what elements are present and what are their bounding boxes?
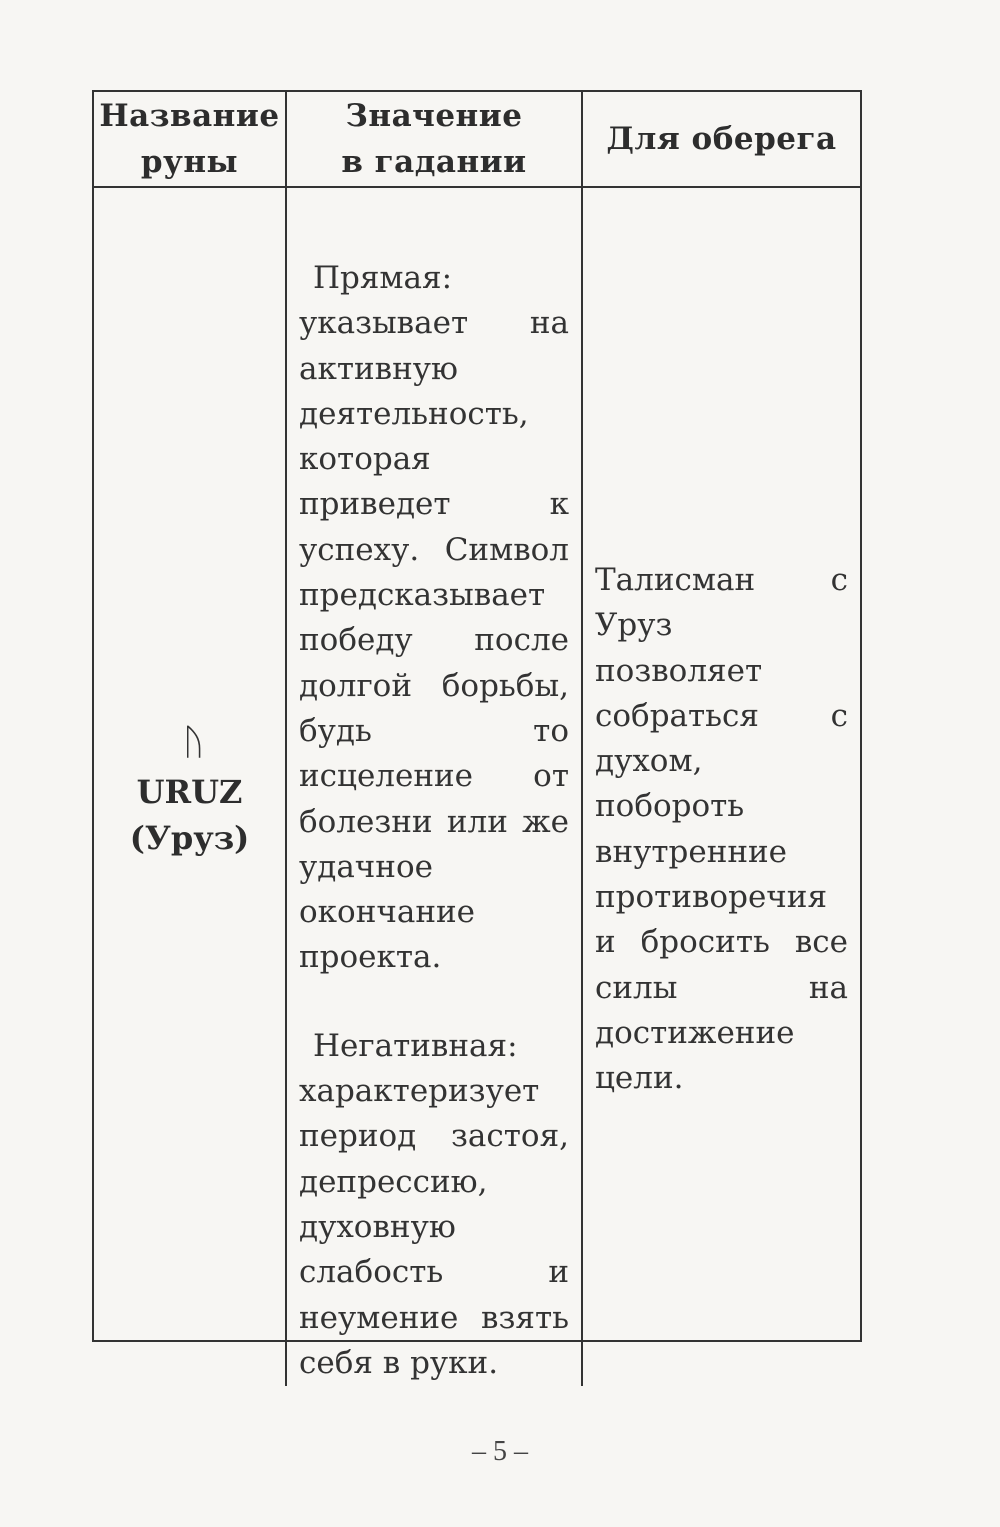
header-rune-name — [94, 92, 287, 188]
rune-russian-name: (Уруз) — [129, 819, 250, 858]
upright-label: Прямая: — [313, 260, 453, 296]
header-meaning-line2: в гадании — [341, 144, 527, 180]
header-meaning-line1: Значение — [345, 98, 523, 134]
talisman-text: Талисман с Уруз позволяет собраться с духом, побороть внутренние противоречия и бросить все силы на достижение цели. — [595, 562, 848, 1097]
page-number: – 5 – — [472, 1436, 528, 1467]
header-rune-name-line1: Название — [99, 98, 280, 134]
rune-table — [92, 90, 862, 1381]
reversed-text: характеризует период застоя, депрессию, духовную слабость и неумение взять себя в руки. — [299, 1073, 569, 1381]
upright-text: указывает на активную деятельность, которая приведет к успеху. Символ предсказывает победу после долгой борьбы, будь то исцеление от болезни или же удачное окончание проекта. — [299, 305, 569, 976]
header-talisman — [583, 92, 860, 188]
header-talisman-line1: Для оберега — [606, 121, 837, 157]
header-meaning — [287, 92, 583, 188]
rune-cell — [94, 188, 287, 1386]
reversed-label: Негативная: — [313, 1027, 518, 1064]
uruz-rune-icon: ᚢ — [182, 722, 205, 764]
meaning-cell — [287, 188, 583, 1386]
talisman-cell — [583, 188, 860, 1386]
rune-latin-name: URUZ — [136, 773, 243, 812]
header-rune-name-line2: руны — [140, 144, 239, 180]
